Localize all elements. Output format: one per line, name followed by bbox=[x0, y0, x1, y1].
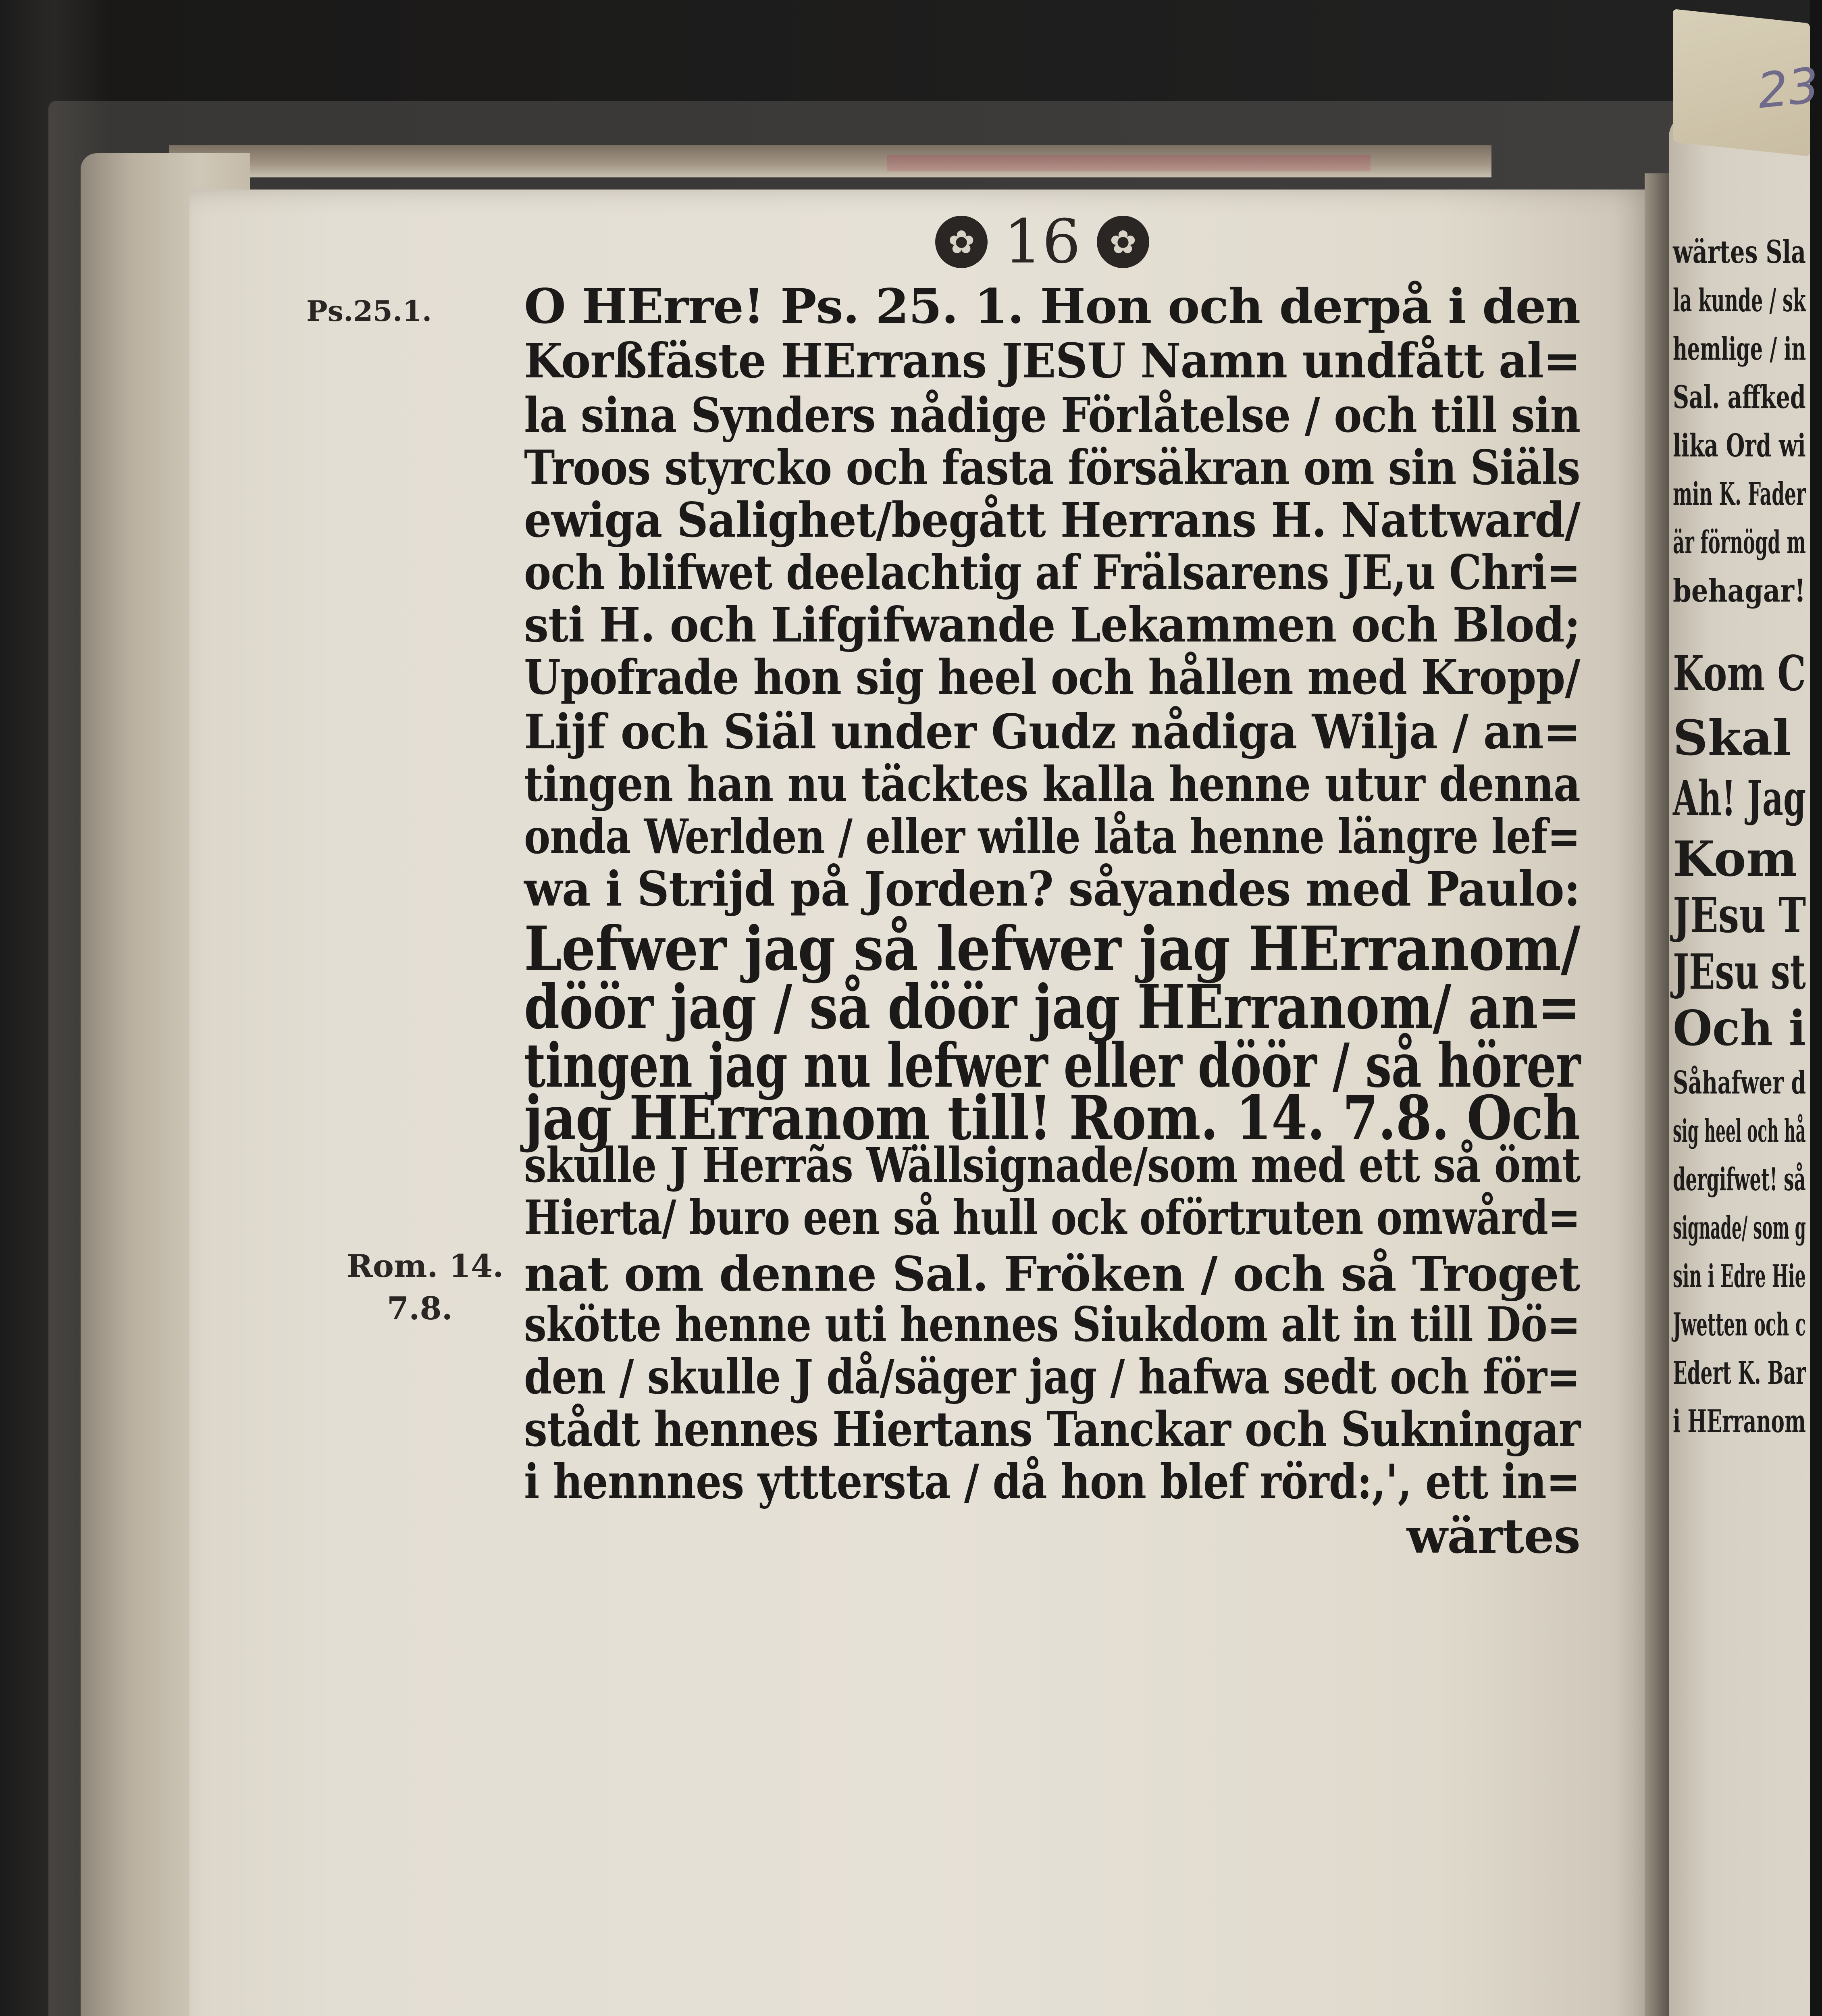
text-line: sti H. och Lifgifwande Lekammen och Blod; bbox=[524, 597, 1580, 653]
text-line: Korßfäste HErrans JESU Namn undfått al= bbox=[524, 333, 1581, 389]
text-line: Lijf och Siäl under Gudz nådiga Wilja / an= bbox=[524, 704, 1581, 760]
facing-text-line: lika Ord wi bbox=[1673, 427, 1806, 464]
text-line: wärtes bbox=[1406, 1508, 1580, 1564]
page-header bbox=[935, 202, 1149, 282]
facing-text-line: Skal bbox=[1673, 710, 1791, 766]
facing-text-line: JEsu T bbox=[1673, 887, 1806, 944]
ornament-right-icon: ✿ bbox=[1097, 216, 1149, 268]
text-line: ewiga Salighet/begått Herrans H. Nattward/ bbox=[524, 492, 1581, 548]
text-line: onda Werlden / eller wille låta henne längre lef= bbox=[524, 808, 1580, 864]
facing-text-line: sig heel och hå bbox=[1673, 1113, 1806, 1150]
facing-text-line: signade/ som g bbox=[1673, 1210, 1806, 1246]
page-number: 16 bbox=[1004, 207, 1081, 277]
margin-note-romans-verse: 7.8. bbox=[387, 1290, 453, 1327]
text-line: den / skulle J då/säger jag / hafwa sedt och för= bbox=[524, 1349, 1580, 1405]
text-line: Lefwer jag så lefwer jag HErranom/ bbox=[524, 913, 1580, 984]
facing-text-line: är förnögd m bbox=[1673, 524, 1806, 561]
facing-text-line: i HErranom bbox=[1673, 1403, 1806, 1440]
text-line: wa i Strijd på Jorden? såyandes med Paulo: bbox=[524, 861, 1580, 917]
text-line: skötte henne uti hennes Siukdom alt in till Dö= bbox=[524, 1296, 1581, 1352]
text-line: tingen jag nu lefwer eller döör / så hörer bbox=[524, 1030, 1581, 1101]
pencil-folio: 23 bbox=[1755, 57, 1822, 120]
text-line: tingen han nu täcktes kalla henne utur denna bbox=[524, 756, 1580, 812]
facing-text-line: dergifwet! så bbox=[1673, 1161, 1806, 1198]
text-line: och blifwet deelachtig af Frälsarens JE,u Chri= bbox=[524, 544, 1581, 600]
margin-note-psalm: Ps.25.1. bbox=[306, 294, 432, 328]
facing-text-line: behagar! bbox=[1673, 573, 1806, 609]
facing-text-line: hemlige / in bbox=[1673, 331, 1806, 367]
text-line: stådt hennes Hiertans Tanckar och Sukningar bbox=[524, 1401, 1581, 1457]
margin-note-romans: Rom. 14. bbox=[347, 1248, 504, 1285]
facing-text-line: Sal. affked bbox=[1673, 379, 1806, 416]
facing-text-line: Kom bbox=[1673, 831, 1797, 887]
facing-text-line: min K. Fader bbox=[1673, 476, 1806, 512]
facing-text-line: Och i bbox=[1673, 1000, 1806, 1057]
text-line: i hennnes ytttersta / då hon blef rörd:,', ett in= bbox=[524, 1454, 1580, 1510]
ornament-left-icon: ✿ bbox=[935, 216, 988, 268]
text-line: skulle J Herrãs Wällsignade/som med ett så ömt bbox=[524, 1137, 1581, 1193]
facing-text-line: Såhafwer d bbox=[1673, 1064, 1806, 1101]
text-line: O HErre! Ps. 25. 1. Hon och derpå i den bbox=[524, 278, 1581, 334]
facing-text-line: Kom C bbox=[1673, 645, 1806, 702]
facing-text-line: Edert K. Bar bbox=[1673, 1355, 1806, 1391]
text-line: döör jag / så döör jag HErranom/ an= bbox=[524, 972, 1580, 1043]
text-line: jag HErranom till! Rom. 14. 7.8. Och bbox=[524, 1083, 1580, 1154]
facing-text-line: Ah! Jag bbox=[1673, 770, 1806, 827]
facing-text-line: JEsu st bbox=[1673, 943, 1806, 1000]
book-top-edge-tint bbox=[887, 155, 1371, 171]
text-line: Hierta/ buro een så hull ock oförtruten omwård= bbox=[524, 1189, 1581, 1245]
text-line: nat om denne Sal. Fröken / och så Troget bbox=[524, 1246, 1580, 1302]
facing-text-line: la kunde / sk bbox=[1673, 282, 1806, 319]
facing-text-line: Jwetten och c bbox=[1673, 1306, 1806, 1343]
text-line: Troos styrcko och fasta försäkran om sin Siäls bbox=[524, 439, 1580, 496]
facing-text-line: sin i Edre Hie bbox=[1673, 1258, 1806, 1295]
text-line: la sina Synders nådige Förlåtelse / och till sin bbox=[524, 387, 1581, 443]
text-line: Upofrade hon sig heel och hållen med Kropp/ bbox=[524, 649, 1580, 705]
facing-text-line: wärtes Sla bbox=[1673, 234, 1806, 271]
